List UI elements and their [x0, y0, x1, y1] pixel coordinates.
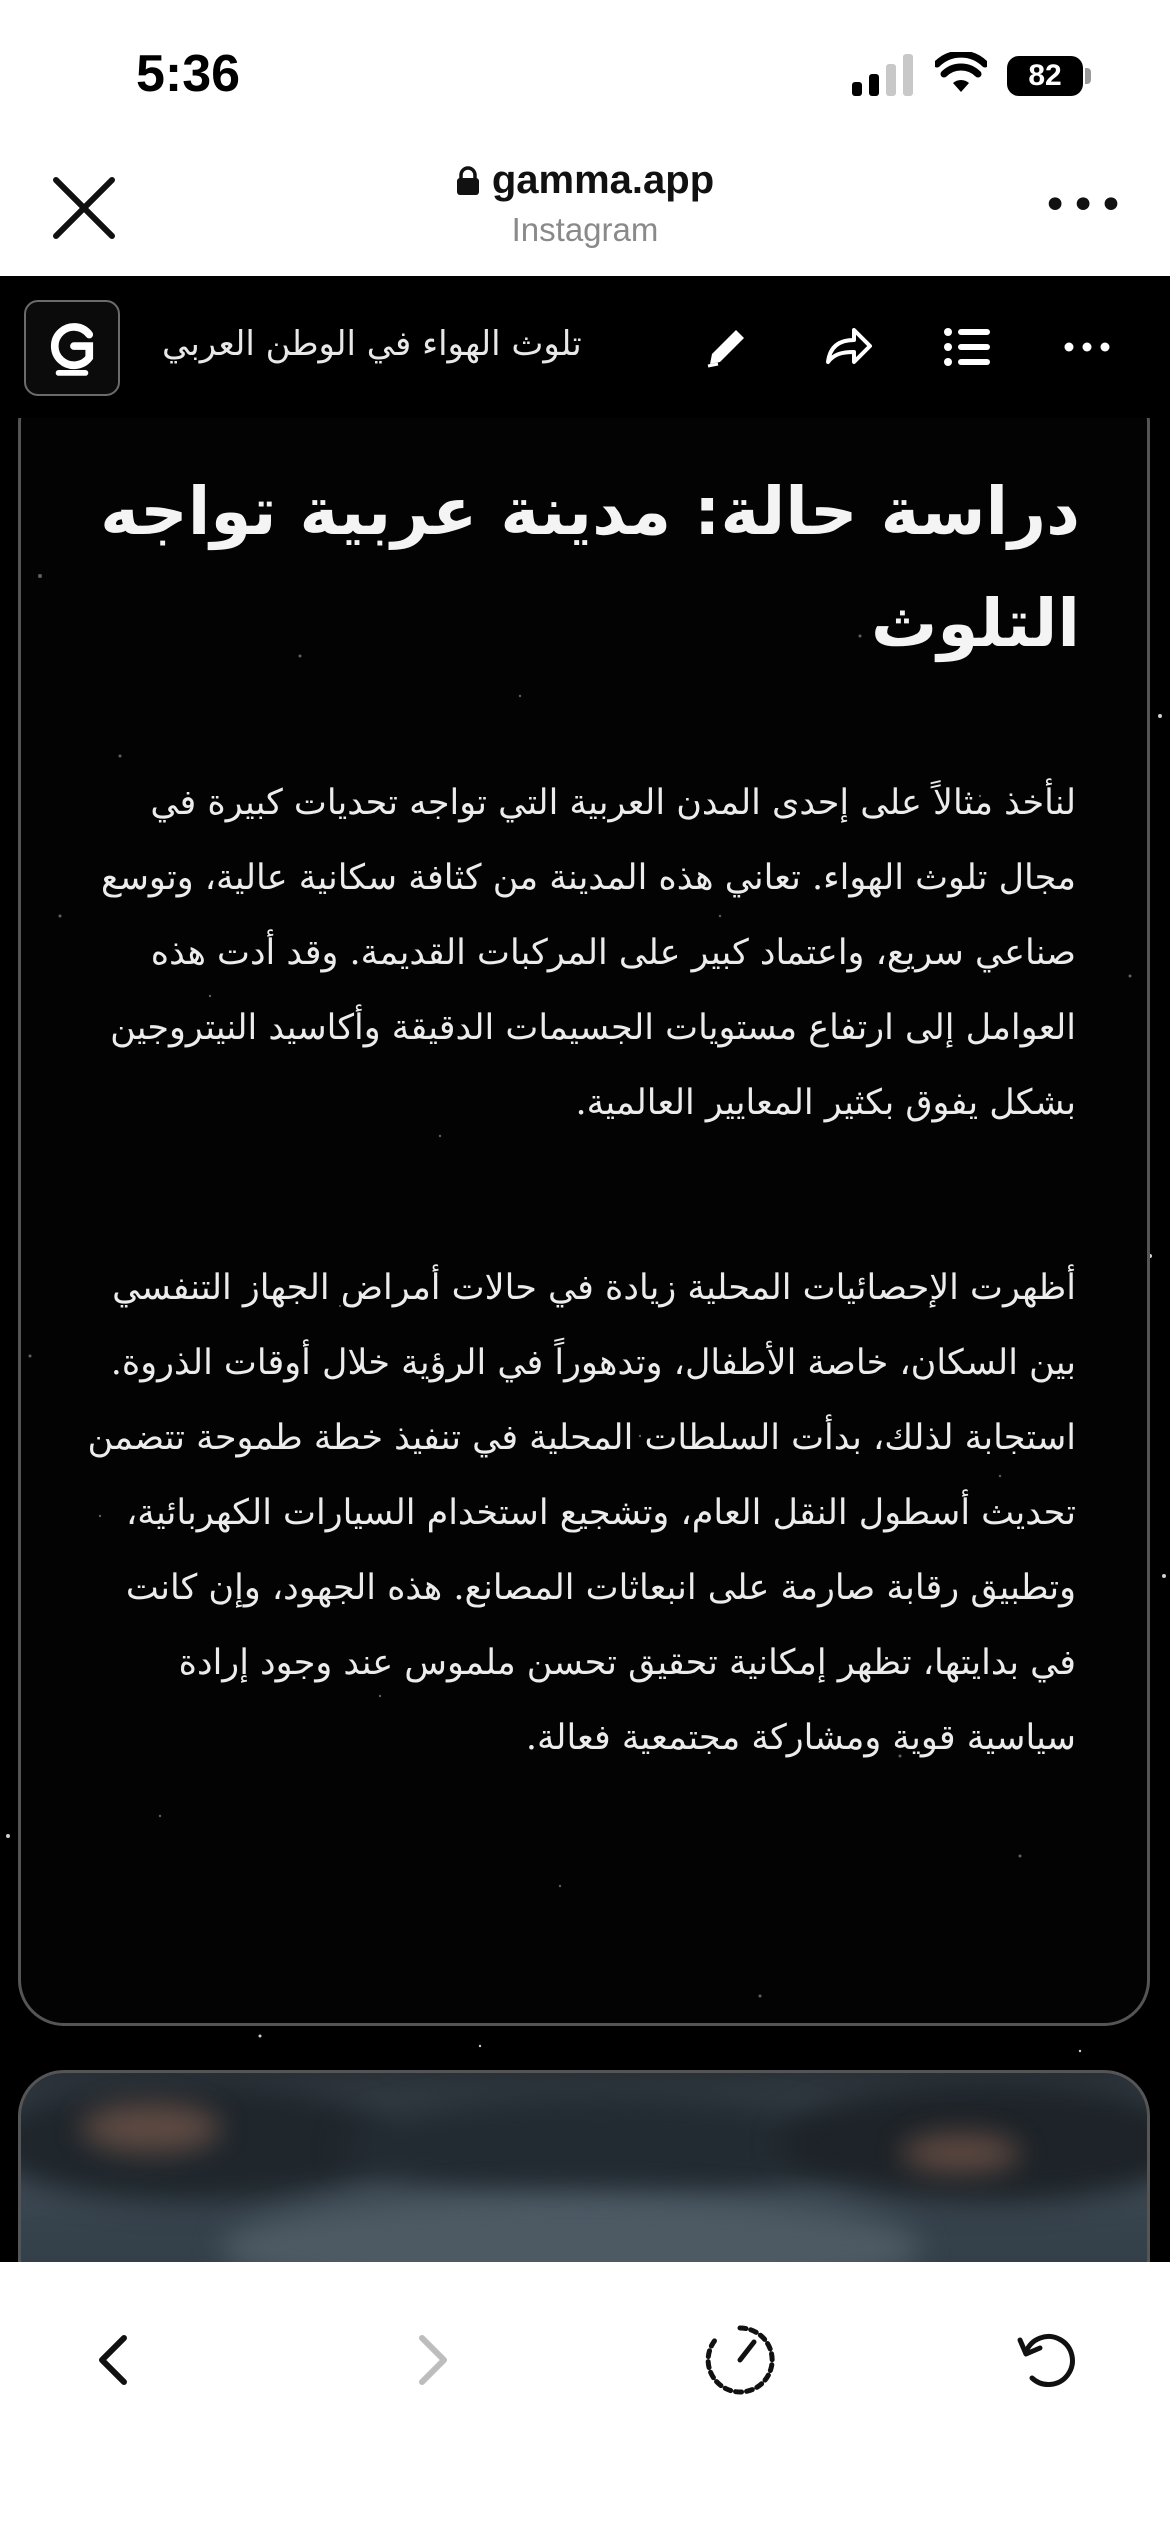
gamma-logo-icon[interactable]	[24, 300, 120, 396]
speedometer-icon[interactable]	[702, 2322, 778, 2398]
browser-header	[0, 150, 1170, 276]
reload-icon[interactable]	[1010, 2322, 1086, 2398]
url-label[interactable]	[456, 158, 714, 203]
next-card-image	[18, 2070, 1150, 2262]
share-arrow-icon[interactable]	[820, 320, 874, 374]
card-paragraph: لنأخذ مثالاً على إحدى المدن العربية التي تواجه تحديات كبيرة في مجال تلوث الهواء. تعاني هذه المدينة من كثافة سكانية عالية، وتوسع صناعي سريع، واعتماد كبير على المركبات القديمة. وقد أدت هذه العوامل إلى ارتفاع مستويات الجسيمات الدقيقة وأكاسيد النيتروجين بشكل يفوق بكثير المعايير العالمية.	[100, 783, 1076, 1123]
gamma-app-view	[0, 276, 1170, 2262]
more-icon[interactable]: •••	[1042, 180, 1126, 231]
wifi-icon	[935, 52, 987, 94]
card-paragraph: أظهرت الإحصائيات المحلية زيادة في حالات أمراض الجهاز التنفسي بين السكان، خاصة الأطفال، وتدهوراً في الرؤية خلال أوقات الذروة. استجابة لذلك، بدأت السلطات المحلية في تنفيذ خطة طموحة تتضمن تحديث أسطول النقل العام، وتشجيع استخدام السيارات الكهربائية، وتطبيق رقابة صارمة على انبعاثات المصانع. هذه الجهود، وإن كانت في بدايتها، تظهر إمكانية تحقيق تحسن ملموس عند وجود إرادة سياسية قوية ومشاركة مجتمعية فعالة.	[87, 1268, 1076, 1758]
chevron-left-icon[interactable]	[78, 2322, 154, 2398]
document-title: تلوث الهواء في الوطن العربي	[162, 324, 582, 364]
url-text: gamma.app	[491, 158, 715, 202]
status-time: 5:36	[136, 45, 241, 103]
battery-cap	[1085, 68, 1091, 84]
pencil-icon[interactable]	[700, 320, 754, 374]
cellular-signal-icon	[852, 54, 914, 96]
browser-bottom-bar	[0, 2262, 1170, 2532]
battery-indicator	[1007, 56, 1091, 96]
battery-level: 82	[1007, 56, 1083, 96]
more-options-icon[interactable]	[1060, 320, 1114, 374]
app-toolbar	[0, 276, 1170, 418]
source-label: Instagram	[511, 211, 659, 248]
chevron-right-icon[interactable]	[392, 2322, 468, 2398]
card-heading: دراسة حالة: مدينة عربية تواجه التلوث	[100, 473, 1080, 662]
status-bar	[0, 0, 1170, 150]
address-area[interactable]	[0, 158, 1170, 249]
list-icon[interactable]	[940, 320, 994, 374]
lock-icon	[456, 166, 480, 196]
